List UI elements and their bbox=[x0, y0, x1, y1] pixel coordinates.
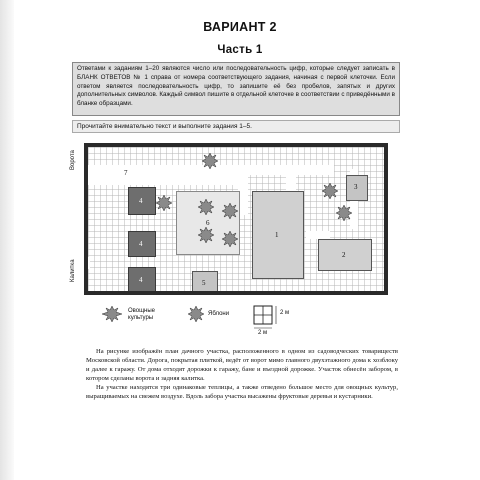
label-4b: 4 bbox=[139, 240, 143, 248]
paragraph-1: На рисунке изображён план дачного участка, расположенного в одном из садоводческих товариществ Московской области. Дорога, покрытая плиткой, ведёт от ворот мимо главного двухэтажного дома к хозблоку и далее к гаражу. От дома отходят дорожки к гаражу, бане и въездной дорожке. Участок обнесён забором, в котором сделаны ворота и задняя калитка. bbox=[86, 348, 398, 382]
scale-width-label: 2 м bbox=[258, 330, 268, 336]
vegetables-legend-icon bbox=[100, 304, 124, 324]
body-text bbox=[86, 347, 398, 401]
apple-tree-icon bbox=[198, 227, 214, 243]
vegetables-legend-label: Овощные культуры bbox=[128, 308, 156, 321]
apple-tree-icon bbox=[156, 195, 172, 211]
gate-label: Ворота bbox=[70, 150, 76, 170]
site-plan bbox=[84, 143, 388, 295]
label-2: 2 bbox=[342, 251, 346, 259]
apple-tree-legend-label: Яблони bbox=[208, 311, 230, 317]
label-7: 7 bbox=[124, 169, 128, 177]
label-6: 6 bbox=[206, 219, 210, 227]
part-title: Часть 1 bbox=[217, 44, 263, 56]
label-4a: 4 bbox=[139, 197, 143, 205]
apple-tree-icon bbox=[202, 153, 218, 169]
trees-layer bbox=[88, 147, 384, 291]
apple-tree-icon bbox=[336, 205, 352, 221]
apple-tree-icon bbox=[222, 203, 238, 219]
label-5: 5 bbox=[202, 279, 206, 287]
paragraph-2: На участке находятся три одинаковые теплицы, а также отведено большое место для овощных культур, выращиваемых на свежем воздухе. Вдоль забора участка высажены фруктовые деревья и кустарники. bbox=[86, 384, 398, 400]
read-prompt-box: Прочитайте внимательно текст и выполните задания 1–5. bbox=[72, 120, 400, 133]
label-4c: 4 bbox=[139, 276, 143, 284]
apple-tree-icon bbox=[322, 183, 338, 199]
instructions-box: Ответами к заданиям 1–20 являются число или последовательность цифр, которые следует записать в БЛАНК ОТВЕТОВ № 1 справа от номера соответствующего задания, начиная с первой клеточки. Если ответом является последовательность цифр, то запишите её без пробелов, запятых и других дополнительных символов. Каждый символ пишите в отдельной клеточке в соответствии с приведёнными в бланке образцами. bbox=[72, 62, 400, 116]
variant-title: ВАРИАНТ 2 bbox=[203, 20, 277, 34]
page-binding-shadow bbox=[0, 0, 14, 480]
label-1: 1 bbox=[275, 231, 279, 239]
apple-tree-legend-icon bbox=[186, 304, 206, 324]
wicket-label: Калитка bbox=[70, 259, 76, 282]
scale-height-label: 2 м bbox=[280, 310, 290, 316]
apple-tree-icon bbox=[222, 231, 238, 247]
label-3: 3 bbox=[354, 183, 358, 191]
apple-tree-icon bbox=[198, 199, 214, 215]
